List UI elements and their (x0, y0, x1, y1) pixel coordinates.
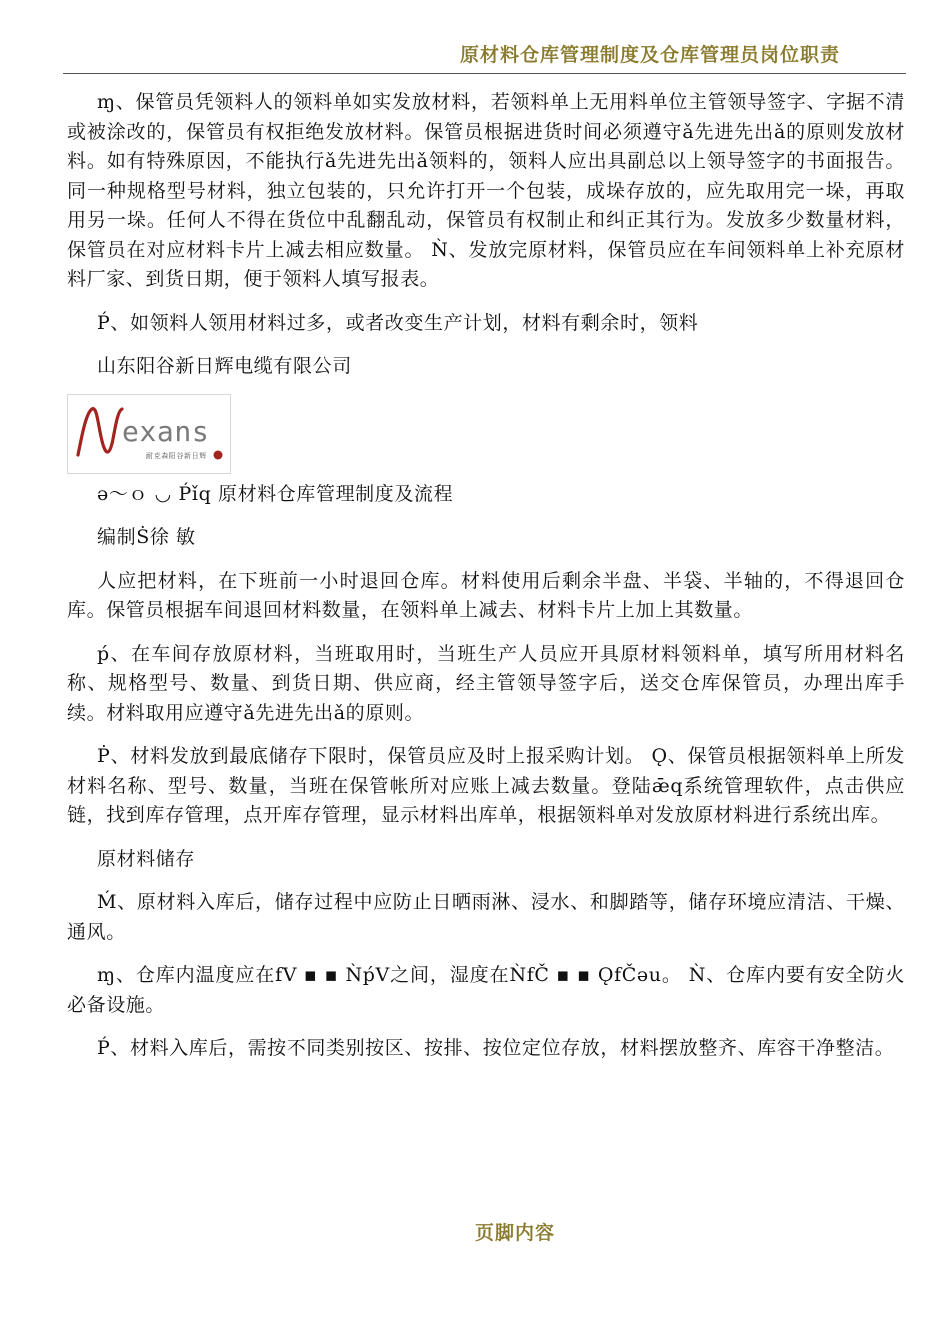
paragraph-return-materials: 人应把材料，在下班前一小时退回仓库。材料使用后剩余半盘、半袋、半轴的，不得退回仓库。保管员根据车间退回材料数量，在领料单上减去、材料卡片上加上其数量。 (67, 569, 905, 621)
logo-tagline: 耐克森阳谷新日辉 (146, 451, 207, 460)
company-name: 山东阳谷新日辉电缆有限公司 (97, 355, 352, 377)
paragraph-workshop-storage: ṕ、在车间存放原材料，当班取用时，当班生产人员应开具原材料领料单，填写所用材料名称、规格型号、数量、到货日期、供应商，经主管领导签字后，送交仓库保管员，办理出库手续。材料取用应遵守ǎ先进先出ǎ的原则。 (67, 642, 905, 724)
paragraph-issue-materials: ɱ、保管员凭领料人的领料单如实发放材料，若领料单上无用料单位主管领导签字、字据不清或被涂改的，保管员有权拒绝发放材料。保管员根据进货时间必须遵守ǎ先进先出ǎ的原则发放材料。如有特殊原因，不能执行ǎ先进先出ǎ领料的，领料人应出具副总以上领导签字的书面报告。同一种规格型号材料，独立包装的，只允许打开一个包装，成垛存放的，应先取用完一垛，再取用另一垛。任何人不得在货位中乱翻乱动，保管员有权制止和纠正其行为。发放多少数量材料，保管员在对应材料卡片上减去相应数量。 Ǹ、发放完原材料，保管员应在车间领料单上补充原材料厂家、到货日期，便于领料人填写报表。 (67, 91, 905, 290)
company-logo (67, 394, 231, 474)
paragraph-author: 编制Ṡ徐 敏 (97, 526, 196, 548)
page-footer: 页脚内容 (474, 1222, 555, 1244)
document-body (67, 88, 905, 1078)
paragraph-section-title: ǝ～ｏ ◡ Ṕǐq 原材料仓库管理制度及流程 (97, 482, 454, 505)
paragraph-placement: Ṕ、材料入库后，需按不同类别按区、按排、按位定位存放，材料摆放整齐、库容干净整洁。 (97, 1037, 895, 1059)
heading-material-storage: 原材料储存 (97, 847, 196, 870)
logo-dot-icon (214, 450, 223, 459)
paragraph-storage-conditions: Ḿ、原材料入库后，储存过程中应防止日晒雨淋、浸水、和脚踏等，储存环境应清洁、干燥、通风。 (67, 891, 905, 943)
page-header-title: 原材料仓库管理制度及仓库管理员岗位职责 (459, 44, 840, 66)
paragraph-temperature-humidity: ɱ、仓库内温度应在fV ▪ ▪ ǸṕV之间，湿度在ǸfČ ▪ ▪ ǪfČəu。 Ǹ、仓库内要有安全防火必备设施。 (67, 964, 905, 1016)
header-rule (63, 73, 906, 74)
logo-brand-text: exans (122, 414, 210, 448)
paragraph-excess-materials: Ṕ、如领料人领用材料过多，或者改变生产计划，材料有剩余时，领料 (97, 311, 699, 334)
paragraph-reorder-system: Ṗ、材料发放到最底储存下限时，保管员应及时上报采购计划。 Ǫ、保管员根据领料单上所发材料名称、型号、数量，当班在保管帐所对应账上减去数量。登陆ǣq系统管理软件，点击供应链，找到库存管理，点开库存管理，显示材料出库单，根据领料单对发放原材料进行系统出库。 (67, 745, 905, 826)
